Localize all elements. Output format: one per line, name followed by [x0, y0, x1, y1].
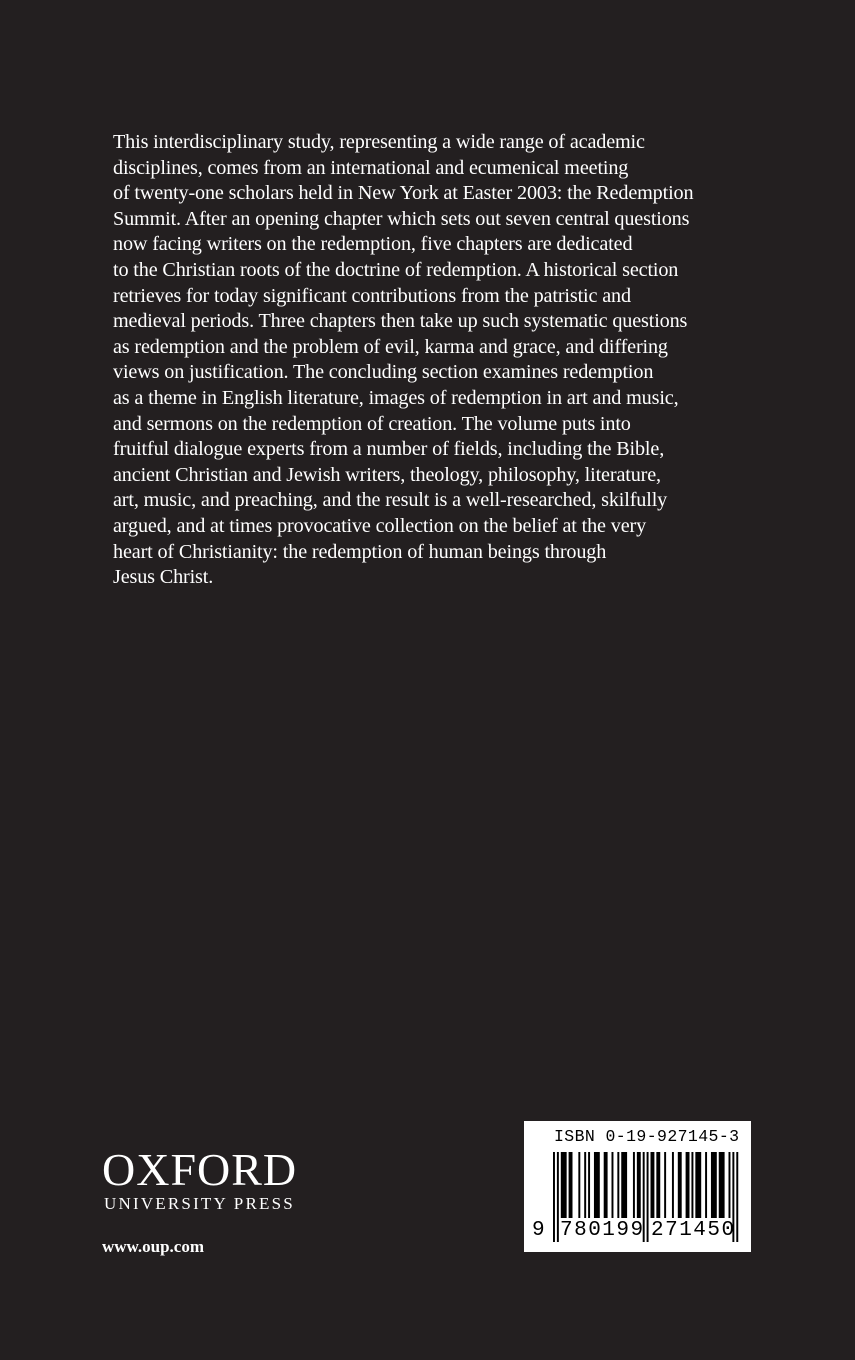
barcode-bar: [588, 1152, 590, 1218]
barcode-bar: [584, 1152, 586, 1218]
barcode-bar: [672, 1152, 674, 1218]
blurb-line: as a theme in English literature, images of redemption in art and music,: [113, 386, 679, 409]
barcode-bar: [633, 1152, 635, 1218]
blurb-line: This interdisciplinary study, representing a wide range of academic: [113, 131, 645, 153]
barcode-bar: [736, 1152, 738, 1242]
barcode-bar: [561, 1152, 567, 1218]
barcode-bar: [612, 1152, 614, 1218]
isbn-label: ISBN 0-19-927145-3: [554, 1127, 740, 1146]
barcode-bar: [678, 1152, 682, 1218]
barcode-bar: [647, 1152, 649, 1242]
publisher-logo-subtitle: UNIVERSITY PRESS: [104, 1194, 295, 1213]
barcode-left-digits: 780199: [560, 1219, 645, 1242]
blurb-line: Summit. After an opening chapter which sets out seven central questions: [113, 207, 690, 230]
back-cover-blurb: [113, 130, 753, 591]
barcode-bar: [686, 1152, 690, 1218]
barcode-bar: [711, 1152, 717, 1218]
barcode-bar: [578, 1152, 580, 1218]
barcode-first-digit: 9: [532, 1219, 545, 1242]
barcode-right-digits: 271450: [651, 1219, 736, 1242]
barcode-bar: [569, 1152, 573, 1218]
barcode-bar: [705, 1152, 707, 1218]
barcode-bar: [604, 1152, 608, 1218]
blurb-line: art, music, and preaching, and the result is a well-researched, skilfully: [113, 489, 668, 512]
blurb-line: fruitful dialogue experts from a number of fields, including the Bible,: [113, 438, 665, 461]
barcode-bar: [557, 1152, 559, 1242]
barcode-bar: [695, 1152, 701, 1218]
blurb-line: medieval periods. Three chapters then take up such systematic questions: [113, 310, 688, 333]
blurb-line: to the Christian roots of the doctrine of redemption. A historical section: [113, 258, 679, 281]
barcode-bar: [637, 1152, 641, 1218]
barcode-bar: [621, 1152, 627, 1218]
blurb-line: of twenty-one scholars held in New York at Easter 2003: the Redemption: [113, 182, 694, 205]
barcode-bar: [651, 1152, 655, 1218]
barcode-bar: [719, 1152, 725, 1218]
blurb-line: views on justification. The concluding section examines redemption: [113, 361, 654, 384]
barcode-bar: [691, 1152, 693, 1218]
publisher-logo: [102, 1144, 322, 1214]
barcode-bar: [729, 1152, 731, 1218]
blurb-line: now facing writers on the redemption, five chapters are dedicated: [113, 233, 633, 256]
barcode-bar: [617, 1152, 619, 1218]
publisher-logo-wordmark: OXFORD: [102, 1144, 298, 1195]
blurb-line: as redemption and the problem of evil, karma and grace, and differing: [113, 335, 668, 358]
isbn-barcode: [524, 1121, 751, 1252]
blurb-line: argued, and at times provocative collection on the belief at the very: [113, 514, 647, 537]
blurb-line: and sermons on the redemption of creation. The volume puts into: [113, 412, 631, 435]
publisher-website: www.oup.com: [102, 1237, 205, 1256]
blurb-line: retrieves for today significant contributions from the patristic and: [113, 284, 631, 307]
blurb-line: heart of Christianity: the redemption of human beings through: [113, 540, 607, 563]
barcode-bar: [594, 1152, 600, 1218]
blurb-line: ancient Christian and Jewish writers, theology, philosophy, literature,: [113, 463, 661, 486]
blurb-line: disciplines, comes from an international and ecumenical meeting: [113, 156, 629, 179]
barcode-bar: [664, 1152, 666, 1218]
barcode-bar: [553, 1152, 555, 1242]
blurb-line: Jesus Christ.: [113, 566, 214, 589]
barcode-bar: [656, 1152, 660, 1218]
